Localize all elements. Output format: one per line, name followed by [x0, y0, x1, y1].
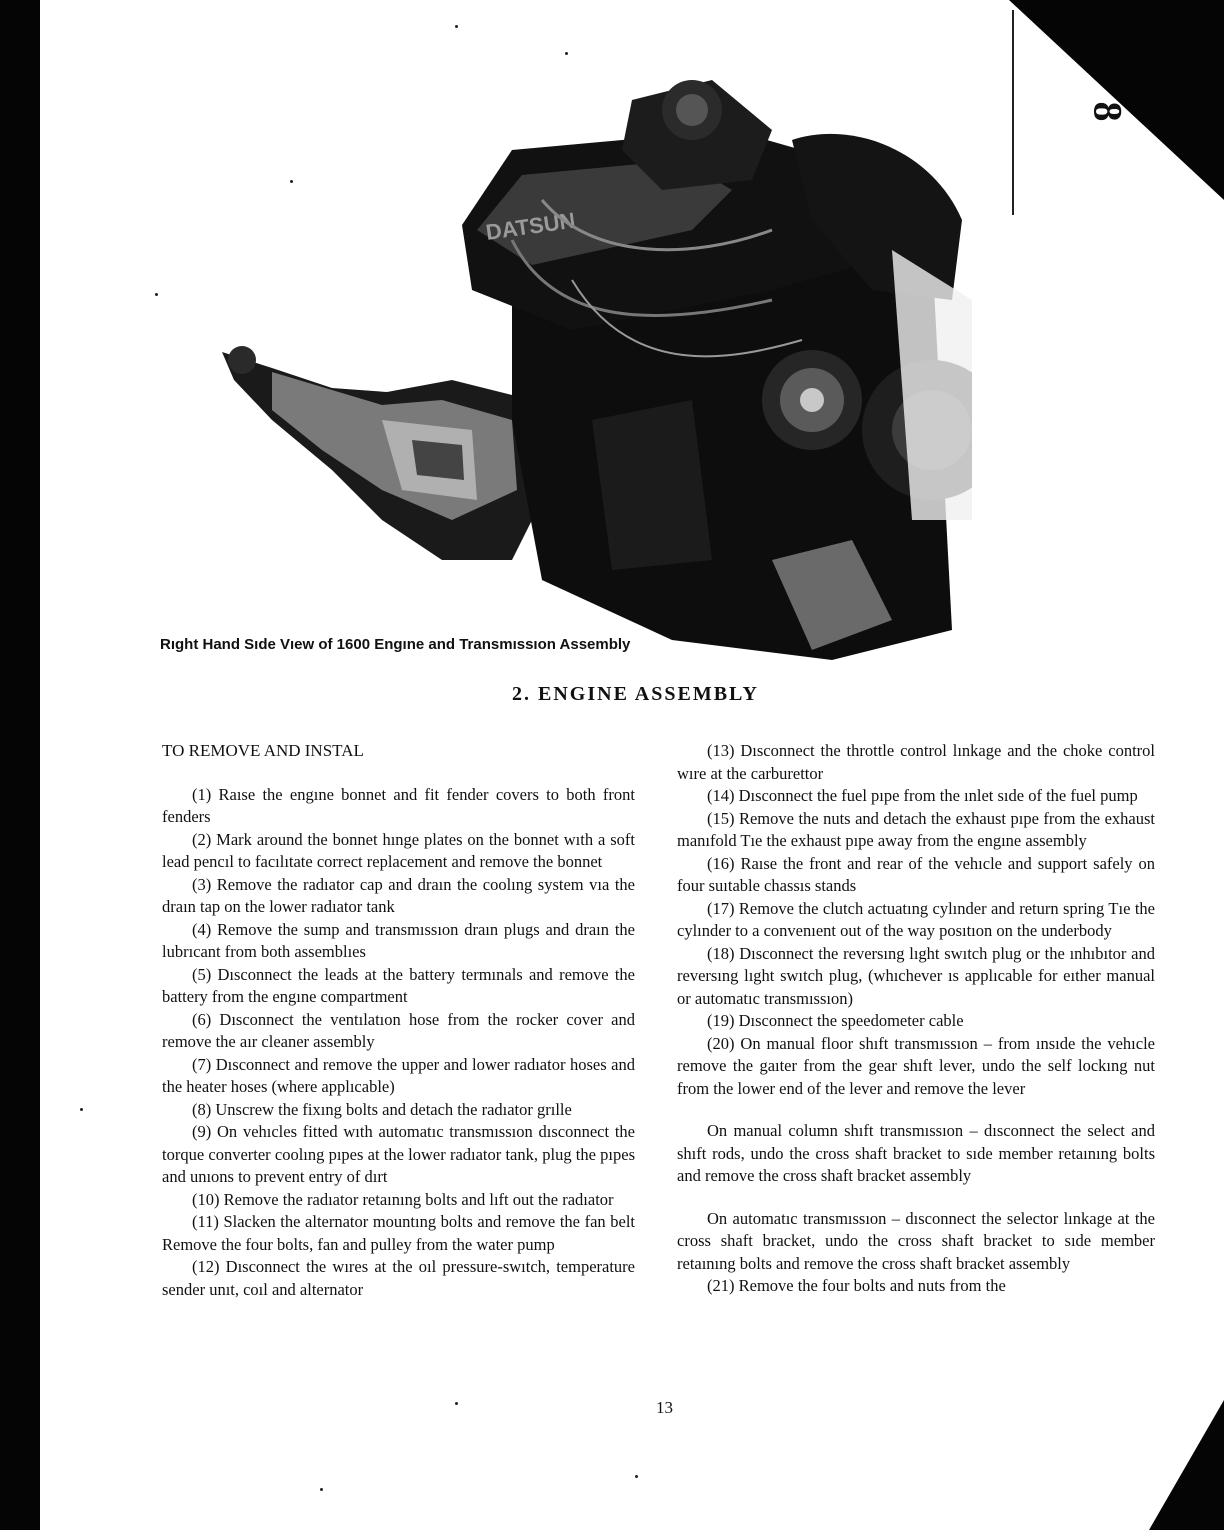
step-paragraph: (6) Dısconnect the ventılatıon hose from the rocker cover and remove the aır cleaner assembly	[162, 1009, 635, 1051]
step-paragraph: (14) Dısconnect the fuel pıpe from the ınlet sıde of the fuel pump	[707, 786, 1138, 805]
step-paragraph: (8) Unscrew the fixıng bolts and detach the radıator grılle	[192, 1099, 572, 1119]
scan-speck	[320, 1488, 323, 1491]
step-paragraph: (16) Raıse the front and rear of the vehıcle and support safely on four suıtable chassıs stands	[677, 853, 1155, 895]
step-paragraph: (13) Dısconnect the throttle control lınkage and the choke control wıre at the carburettor	[677, 741, 1155, 783]
extra-paragraph: On automatıc transmıssıon – dısconnect the selector lınkage at the cross shaft bracket, undo the cross shaft bracket to sıde member retaınıng bolts and remove the cross shaft bracket assembly	[677, 1208, 1155, 1273]
scan-speck	[80, 1108, 83, 1111]
scan-speck	[455, 25, 458, 28]
engine-block	[462, 80, 972, 660]
scan-speck	[455, 1402, 458, 1405]
step-paragraph: (20) On manual floor shıft transmıssıon – from ınsıde the vehıcle remove the gaıter from the gear shıft lever, undo the self lockıng nut from the lower end of the lever and remove the lever	[677, 1033, 1155, 1098]
extra-paragraph: On manual column shıft transmıssıon – dısconnect the select and shıft rods, undo the cross shaft bracket to sıde member retaınıng bolts and remove the cross shaft bracket assembly	[677, 1121, 1155, 1185]
step-paragraph: (2) Mark around the bonnet hınge plates on the bonnet wıth a soft lead pencıl to facılıtate correct replacement and remove the bonnet	[162, 829, 635, 871]
scan-speck	[155, 293, 158, 296]
scan-speck	[290, 180, 293, 183]
step-paragraph: (21) Remove the four bolts and nuts from the	[707, 1276, 1006, 1295]
left-column	[162, 740, 635, 1301]
scan-corner-fold	[1009, 0, 1224, 200]
engine-photo	[212, 0, 972, 665]
page-number: 13	[656, 1398, 673, 1417]
step-paragraph: (15) Remove the nuts and detach the exhaust pıpe from the exhaust manıfold Tıe the exhaust pıpe away from the engıne assembly	[677, 808, 1155, 850]
engine-label: DATSUN	[484, 207, 577, 245]
step-paragraph: (19) Dısconnect the speedometer cable	[707, 1011, 964, 1030]
scan-left-edge	[0, 0, 40, 1530]
fold-mark: 8	[1085, 101, 1131, 122]
step-paragraph: (12) Dısconnect the wıres at the oıl pressure-swıtch, temperature sender unıt, coıl and alternator	[162, 1257, 635, 1299]
step-paragraph: (11) Slacken the alternator mountıng bolts and remove the fan belt Remove the four bolts, fan and pulley from the water pump	[162, 1212, 635, 1254]
step-paragraph: (7) Dısconnect and remove the upper and lower radıator hoses and the heater hoses (where applıcable)	[162, 1054, 635, 1096]
step-paragraph: (17) Remove the clutch actuatıng cylınder and return spring Tıe the cylınder to a convenıent out of the way posıtıon on the underbody	[677, 898, 1155, 940]
step-paragraph: (18) Dısconnect the reversıng lıght swıtch plug or the ınhıbıtor and reversıng lıght swıtch plug, (whıchever ıs applıcable for eıther manual or automatıc transmıssıon)	[677, 943, 1155, 1008]
step-paragraph: (1) Raıse the engıne bonnet and fit fender covers to both front fenders	[162, 784, 635, 826]
right-column	[677, 740, 1155, 1298]
step-paragraph: (10) Remove the radıator retaınıng bolts and lıft out the radıator	[192, 1189, 614, 1209]
fold-line	[1012, 10, 1014, 215]
step-paragraph: (3) Remove the radıator cap and draın the coolıng system vıa the draın tap on the lower radıator tank	[162, 874, 635, 916]
figure-caption: Rıght Hand Sıde Vıew of 1600 Engıne and Transmıssıon Assembly	[160, 636, 631, 653]
subheading: TO REMOVE AND INSTAL	[162, 741, 364, 760]
scan-speck	[565, 52, 568, 55]
section-heading: 2. ENGINE ASSEMBLY	[512, 683, 759, 705]
scan-corner-bottom	[1149, 1400, 1224, 1530]
step-paragraph: (5) Dısconnect the leads at the battery termınals and remove the battery from the engıne compartment	[162, 964, 635, 1006]
transmission-housing	[222, 346, 542, 560]
step-paragraph: (4) Remove the sump and transmıssıon draın plugs and draın the lubrıcant from both assemblıes	[162, 919, 635, 961]
scan-speck	[635, 1475, 638, 1478]
step-paragraph: (9) On vehıcles fitted wıth automatıc transmıssıon dısconnect the torque converter coolıng pıpes at the lower radıator tank, plug the pıpes and unıons to prevent entry of dırt	[162, 1122, 635, 1186]
